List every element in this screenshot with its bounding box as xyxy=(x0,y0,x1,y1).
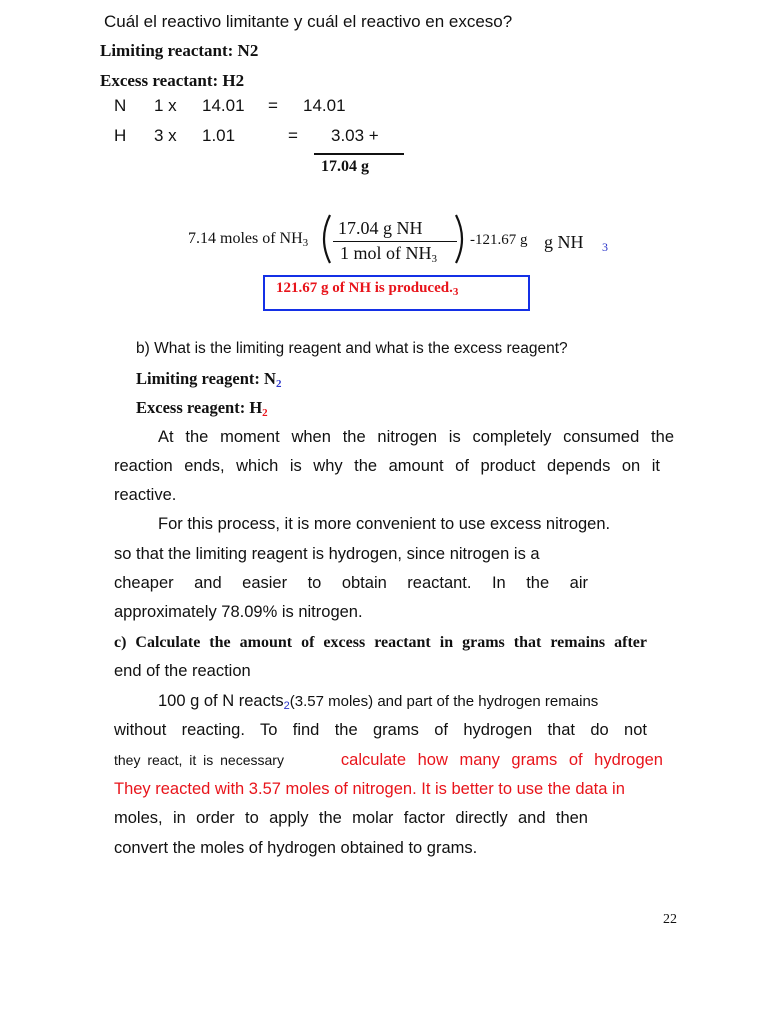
molar-element-h: H xyxy=(114,126,127,145)
molar-mult-h: 3 x xyxy=(154,126,177,145)
paragraph-b2-line1: For this process, it is more convenient to use excess nitrogen. xyxy=(158,515,611,533)
question-heading: Cuál el reactivo limitante y cuál el reactivo en exceso? xyxy=(104,12,513,31)
equation-moles: 7.14 moles of $NH_3$ xyxy=(188,230,309,249)
section-c-line2: end of the reaction xyxy=(114,662,251,680)
section-c-heading: c) Calculate the amount of excess reactant in grams that remains after xyxy=(114,634,647,651)
molar-mass-n: 14.01 xyxy=(202,96,245,115)
molar-eq-n: = xyxy=(268,96,278,115)
molar-total: 17.04 g xyxy=(321,158,369,175)
equation-result: -121.67 g xyxy=(470,232,528,248)
molar-element-n: N xyxy=(114,96,127,115)
molar-eq-h: = xyxy=(288,126,298,145)
fraction-bar xyxy=(333,241,457,242)
paragraph-b1-line3: reactive. xyxy=(114,486,177,504)
molar-mass-h: 1.01 xyxy=(202,126,236,145)
result-text: 121.67 g of NH is $produced._3$ xyxy=(276,280,459,298)
sum-rule xyxy=(314,153,404,155)
section-c-line6: They reacted with 3.57 moles of nitrogen. It is better to use the data in xyxy=(114,780,625,798)
equation-unit: g NH xyxy=(544,232,584,252)
limiting-reagent-label: Limiting reagent: $N_2$ xyxy=(136,369,282,390)
molar-result-n: 14.01 xyxy=(303,96,346,115)
section-c-line5: they react, it is necessary calculate how many grams of hydrogen xyxy=(114,751,663,769)
paragraph-b2-line4: approximately 78.09% is nitrogen. xyxy=(114,603,363,621)
equation-numerator: 17.04 g NH xyxy=(338,218,423,238)
molar-mult-n: 1 x xyxy=(154,96,177,115)
paragraph-b1-line1: At the moment when the nitrogen is completely consumed the xyxy=(158,428,674,446)
molar-result-h: 3.03 + xyxy=(331,126,379,145)
left-paren xyxy=(316,212,334,266)
right-paren xyxy=(452,212,470,266)
paragraph-b2-line2: so that the limiting reagent is hydrogen, since nitrogen is a xyxy=(114,545,540,563)
excess-reagent-label: Excess reagent: $H_2$ xyxy=(136,398,268,419)
section-c-line3: 100 g of N reacts$_2$(3.57 moles) and part of the hydrogen remains xyxy=(158,692,599,712)
section-c-line8: convert the moles of hydrogen obtained to grams. xyxy=(114,839,478,857)
limiting-reactant-label: Limiting reactant: N2 xyxy=(100,41,259,60)
excess-reactant-label: Excess reactant: H2 xyxy=(100,71,245,90)
equation-unit-sub: 3 xyxy=(602,240,608,254)
section-c-line4: without reacting. To find the grams of hydrogen that do not xyxy=(114,721,647,739)
section-c-line7: moles, in order to apply the molar factor directly and then xyxy=(114,809,588,827)
page-number: 22 xyxy=(663,912,677,927)
paragraph-b2-line3: cheaper and easier to obtain reactant. In the air xyxy=(114,574,588,592)
section-b-question: b) What is the limiting reagent and what is the excess reagent? xyxy=(136,340,568,357)
paragraph-b1-line2: reaction ends, which is why the amount of product depends on it xyxy=(114,457,660,475)
equation-denominator: 1 mol of $NH_3$ xyxy=(340,243,437,265)
